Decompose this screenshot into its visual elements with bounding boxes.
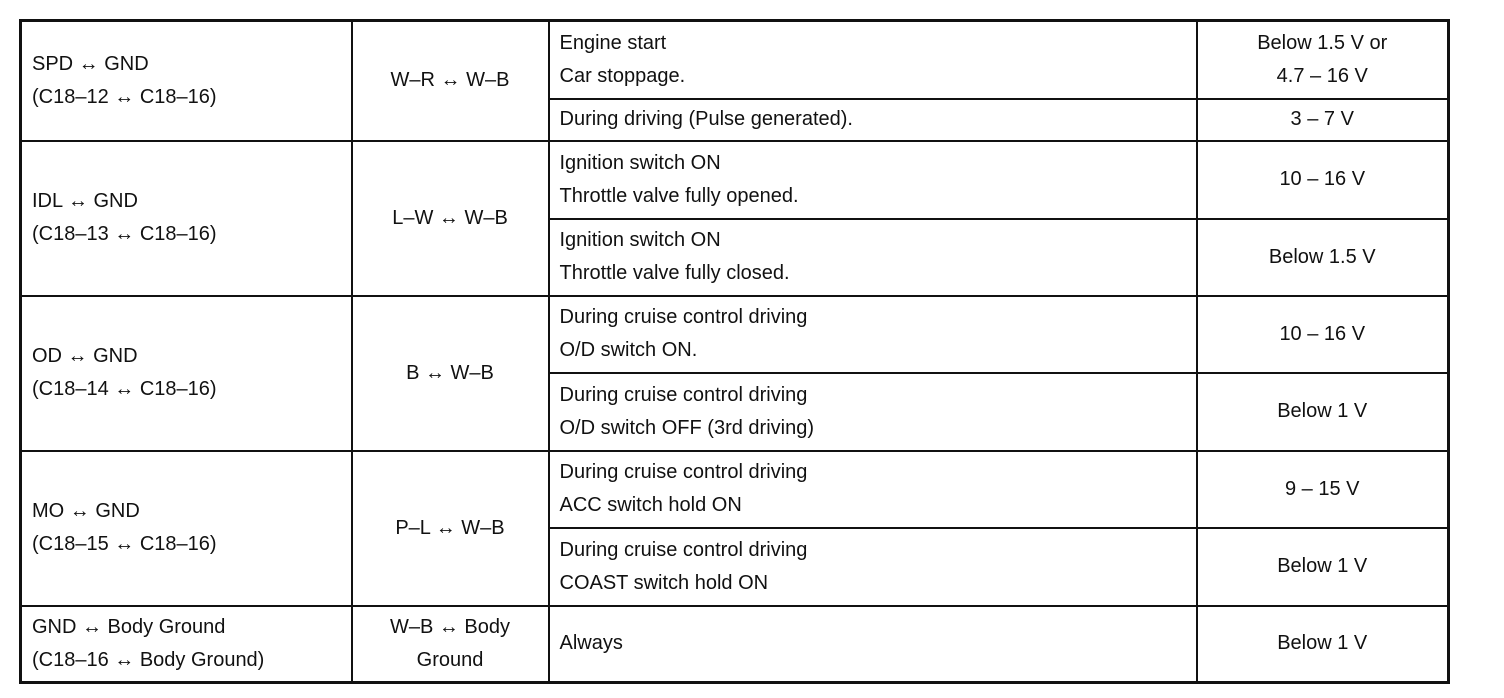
condition-line: During driving (Pulse generated). (559, 108, 853, 130)
terminal-label: SPD ↔ GND (32, 52, 149, 75)
standard-value-cell (1197, 451, 1449, 528)
standard-value-cell (1197, 606, 1449, 683)
standard-value: Below 1 V (1277, 400, 1368, 422)
terminal-pins: (C18–13 ↔ C18–16) (32, 223, 217, 245)
standard-value-cell (1197, 141, 1449, 219)
condition-line: Throttle valve fully opened. (559, 184, 799, 207)
condition-line: Car stoppage. (559, 64, 686, 87)
condition-line: During cruise control driving (559, 461, 808, 483)
condition-cell (549, 219, 1197, 296)
wiring-color-cell (352, 141, 549, 296)
condition-line: During cruise control driving (559, 383, 808, 406)
standard-value: Below 1.5 V (1268, 245, 1376, 268)
wiring-color: B ↔ W–B (406, 361, 494, 384)
terminal-label: OD ↔ GND (32, 345, 138, 367)
terminal-cell (21, 451, 352, 606)
condition-line: Always (559, 632, 623, 655)
condition-line: O/D switch ON. (559, 339, 698, 361)
standard-value: 10 – 16 V (1279, 168, 1366, 190)
terminal-pins: (C18–14 ↔ C18–16) (32, 378, 217, 400)
table-row (21, 21, 1449, 99)
terminal-cell (21, 21, 352, 141)
standard-value-cell (1197, 528, 1449, 606)
standard-value-cell (1197, 21, 1449, 99)
standard-value: 10 – 16 V (1279, 322, 1366, 345)
standard-value: 9 – 15 V (1284, 477, 1360, 500)
terminal-pins: (C18–15 ↔ C18–16) (32, 533, 217, 555)
condition-cell (549, 21, 1197, 99)
wiring-color-cell (352, 606, 549, 683)
table-row (21, 451, 1449, 528)
wiring-color: L–W ↔ W–B (392, 206, 508, 229)
condition-cell (549, 451, 1197, 528)
standard-value: Below 1 V (1277, 555, 1368, 577)
terminal-label: IDL ↔ GND (32, 190, 138, 212)
terminal-label: GND ↔ Body Ground (32, 615, 226, 638)
condition-line: Ignition switch ON (559, 151, 721, 174)
condition-cell (549, 296, 1197, 373)
standard-value: 4.7 – 16 V (1276, 64, 1368, 87)
standard-value-cell (1197, 296, 1449, 373)
condition-line: During cruise control driving (559, 306, 808, 328)
wiring-color-cell (352, 451, 549, 606)
condition-cell (549, 373, 1197, 451)
condition-line: Throttle valve fully closed. (559, 262, 790, 284)
terminal-cell (21, 141, 352, 296)
wiring-color: Ground (416, 648, 484, 671)
standard-value-cell (1197, 219, 1449, 296)
table-row (21, 296, 1449, 373)
standard-value: 3 – 7 V (1290, 108, 1354, 130)
wiring-color: W–R ↔ W–B (390, 69, 510, 92)
terminal-pins: (C18–16 ↔ Body Ground) (32, 648, 265, 671)
condition-cell (549, 606, 1197, 683)
condition-line: Ignition switch ON (559, 229, 721, 251)
condition-line: Engine start (559, 31, 667, 54)
terminal-cell (21, 606, 352, 683)
wiring-color-cell (352, 296, 549, 451)
wiring-color-cell (352, 21, 549, 141)
condition-cell (549, 528, 1197, 606)
standard-value: Below 1.5 V or (1257, 31, 1388, 54)
table-row (21, 606, 1449, 683)
condition-line: ACC switch hold ON (559, 494, 742, 516)
standard-value-cell (1197, 99, 1449, 141)
condition-cell (549, 141, 1197, 219)
condition-line: O/D switch OFF (3rd driving) (559, 416, 814, 439)
condition-line: During cruise control driving (559, 538, 808, 561)
wiring-color: W–B ↔ Body (389, 615, 511, 638)
terminal-cell (21, 296, 352, 451)
wiring-color: P–L ↔ W–B (395, 516, 505, 539)
condition-line: COAST switch hold ON (559, 571, 769, 594)
table-row (21, 141, 1449, 219)
terminal-voltage-table (19, 19, 1450, 684)
standard-value-cell (1197, 373, 1449, 451)
standard-value: Below 1 V (1277, 632, 1368, 655)
terminal-pins: (C18–12 ↔ C18–16) (32, 85, 217, 108)
terminal-label: MO ↔ GND (32, 500, 140, 522)
condition-cell (549, 99, 1197, 141)
